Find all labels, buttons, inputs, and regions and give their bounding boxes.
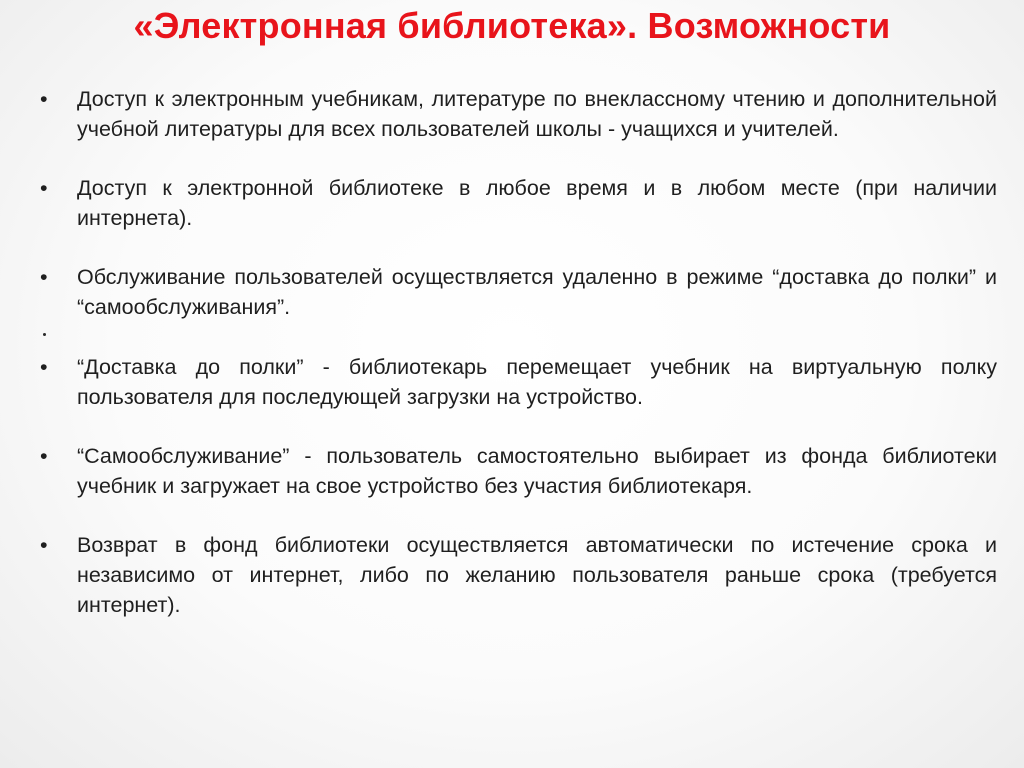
bullet-item-1 <box>40 84 997 144</box>
bullet-marker: • <box>40 444 48 468</box>
bullet-item-3 <box>40 262 997 322</box>
bullet-text-6: Возврат в фонд библиотеки осуществляется автоматически по истечение срока и независимо от интернет, либо по желанию пользователя раньше срока (требуется интернет). <box>77 533 997 617</box>
bullet-text-1: Доступ к электронным учебникам, литературе по внеклассному чтению и дополнительной учебной литературы для всех пользователей школы - учащихся и учителей. <box>77 87 997 141</box>
bullet-item-6 <box>40 530 997 620</box>
bullet-text-5: “Самообслуживание” - пользователь самостоятельно выбирает из фонда библиотеки учебник и загружает на свое устройство без участия библиотекаря. <box>77 444 997 498</box>
bullet-text-2: Доступ к электронной библиотеке в любое время и в любом месте (при наличии интернета). <box>77 176 997 230</box>
bullet-marker: • <box>40 355 48 379</box>
small-dot-icon <box>43 333 46 336</box>
bullet-marker: • <box>40 176 48 200</box>
bullet-marker: • <box>40 265 48 289</box>
bullet-marker: • <box>40 87 48 111</box>
bullet-item-4 <box>40 352 997 412</box>
bullet-item-5 <box>40 441 997 501</box>
bullet-marker: • <box>40 533 48 557</box>
bullet-item-2 <box>40 173 997 233</box>
bullet-list <box>40 84 997 620</box>
bullet-text-3: Обслуживание пользователей осуществляется удаленно в режиме “доставка до полки” и “самообслуживания”. <box>77 265 997 319</box>
empty-bullet-dot <box>40 322 997 346</box>
bullet-text-4: “Доставка до полки” - библиотекарь перемещает учебник на виртуальную полку пользователя для последующей загрузки на устройство. <box>77 355 997 409</box>
slide-title: «Электронная библиотека». Возможности <box>133 5 891 46</box>
